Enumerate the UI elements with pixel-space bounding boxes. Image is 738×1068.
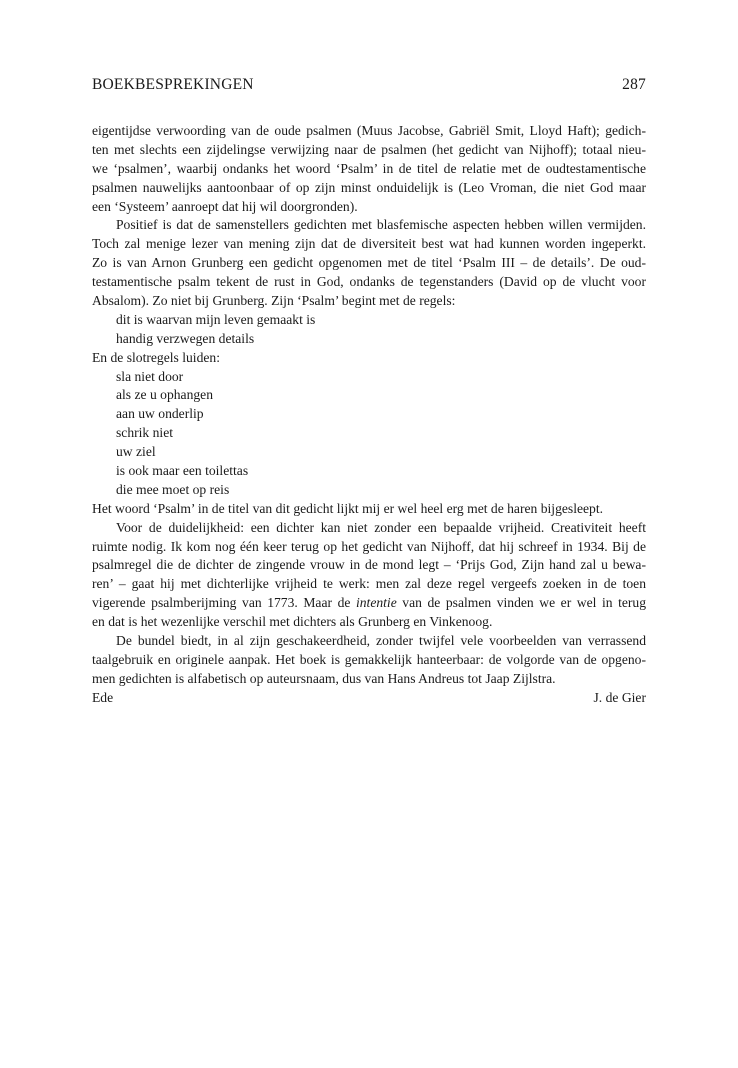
section-title: BOEKBESPREKINGEN <box>92 76 254 93</box>
page-number: 287 <box>622 76 646 93</box>
text-line: we ‘psalmen’, waarbij ondanks het woord ‘Psalm’ in de titel de relatie met de oudtestamentische <box>92 160 646 176</box>
verse-line: schrik niet <box>116 425 174 441</box>
verse-opening <box>92 311 646 349</box>
text-line: Voor de duidelijkheid: een dichter kan niet zonder een bepaalde vrijheid. Creativiteit heeft <box>116 519 646 535</box>
text-line: taalgebruik en originele aanpak. Het boek is gemakkelijk hanteerbaar: de volgorde van de opgeno- <box>92 651 646 667</box>
text-line: en dat is het wezenlijke verschil met dichters als Grunberg en Vinkenoog. <box>92 614 493 630</box>
verse-line: dit is waarvan mijn leven gemaakt is <box>116 311 316 327</box>
page <box>92 76 646 708</box>
verse-line: uw ziel <box>116 444 156 460</box>
after-verse-line: Het woord ‘Psalm’ in de titel van dit gedicht lijkt mij er wel heel erg met de haren bijgesleept. <box>92 500 604 516</box>
signature-author: J. de Gier <box>593 689 646 705</box>
paragraph-2 <box>92 216 646 310</box>
text-line: ten met slechts een zijdelingse verwijzing naar de psalmen (het gedicht van Nijhoff); totaal nieu- <box>92 141 646 157</box>
text-line: testamentische psalm tekent de rust in God, ondanks de tegenstanders (David op de vlucht voor <box>92 274 646 290</box>
text-line: een ‘Systeem’ aanroept dat hij wil doorgronden). <box>92 198 358 214</box>
verse-line: sla niet door <box>116 368 184 384</box>
paragraph-1 <box>92 122 646 216</box>
text-line-with-emphasis <box>92 594 646 613</box>
verse-line: als ze u ophangen <box>116 387 214 403</box>
text-line: eigentijdse verwoording van de oude psalmen (Muus Jacobse, Gabriël Smit, Lloyd Haft); gedich- <box>92 123 646 138</box>
verse-closing <box>92 368 646 500</box>
running-head <box>92 76 646 98</box>
text-segment: van de psalmen vinden we er wel in terug <box>396 595 646 611</box>
emphasis-word: intentie <box>355 595 397 611</box>
signature <box>92 689 646 708</box>
text-line: Absalom). Zo niet bij Grunberg. Zijn ‘Psalm’ begint met de regels: <box>92 293 456 309</box>
signature-place: Ede <box>92 689 114 705</box>
verse-line: handig verzwegen details <box>116 330 255 346</box>
text-line: ruimte nodig. Ik kom nog één keer terug op het gedicht van Nijhoff, dat hij schreef in 1934. Bij de <box>92 538 646 554</box>
verse-line: die mee moet op reis <box>116 481 230 497</box>
text-line: psalmen nauwelijks aantoonbaar of op zijn minst onduidelijk is (Leo Vroman, die niet God maar <box>92 179 646 195</box>
text-line: Toch zal menige lezer van mening zijn dat de diversiteit best wat had kunnen worden ingeperkt. <box>92 236 646 252</box>
text-line: Zo is van Arnon Grunberg een gedicht opgenomen met de titel ‘Psalm III – de details’. De oud- <box>92 255 646 271</box>
paragraph-4 <box>92 632 646 689</box>
text-line: ren’ – gaat hij met dichterlijke vrijheid te werk: men zal deze regel vergeefs zoeken in de toen <box>92 576 646 592</box>
text-line: psalmregel die de dichter de zingende vrouw in de mond legt – ‘Prijs God, Zijn hand zal u bewa- <box>92 557 646 573</box>
verse-line: is ook maar een toilettas <box>116 463 249 479</box>
verse-line: aan uw onderlip <box>116 406 204 422</box>
text-line: Positief is dat de samenstellers gedichten met blasfemische aspecten hebben willen vermijden. <box>116 217 646 233</box>
closing-intro: En de slotregels luiden: <box>92 349 220 365</box>
text-line: men gedichten is alfabetisch op auteursnaam, dus van Hans Andreus tot Jaap Zijlstra. <box>92 670 556 686</box>
text-line: De bundel biedt, in al zijn geschakeerdheid, zonder twijfel vele voorbeelden van verrassend <box>116 633 646 649</box>
text-segment: vigerende psalmberijming van 1773. Maar de <box>92 595 351 611</box>
paragraph-3 <box>92 519 646 632</box>
review-body <box>92 122 646 708</box>
